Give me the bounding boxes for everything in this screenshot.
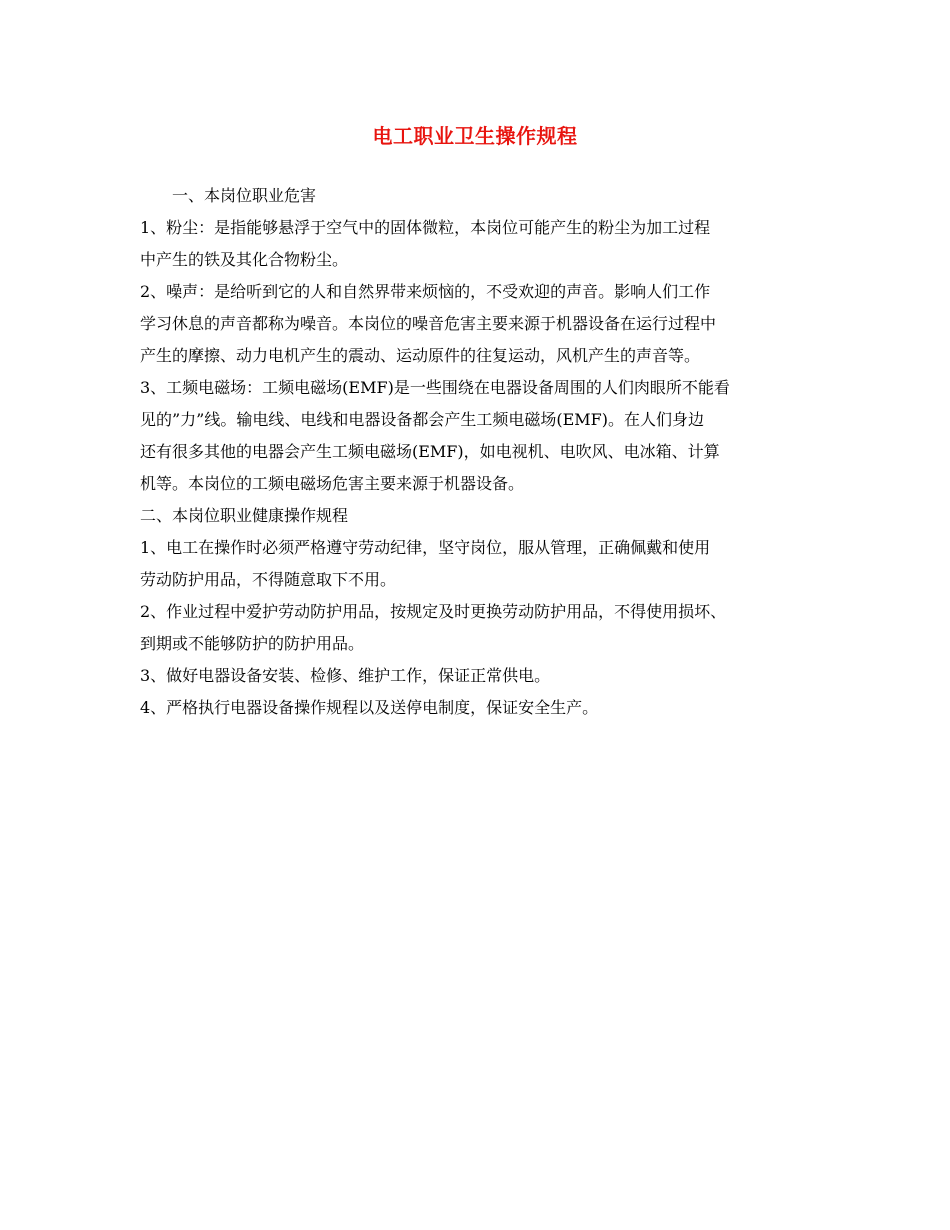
- paragraph-line: 机等。本岗位的工频电磁场危害主要来源于机器设备。: [140, 474, 525, 493]
- paragraph-line: 3、工频电磁场：工频电磁场(EMF)是一些围绕在电器设备周围的人们肉眼所不能看: [140, 378, 730, 397]
- paragraph-line: 还有很多其他的电器会产生工频电磁场(EMF)，如电视机、电吹风、电冰箱、计算: [140, 442, 720, 461]
- document-body: [140, 180, 840, 724]
- paragraph-line: 见的”力”线。输电线、电线和电器设备都会产生工频电磁场(EMF)。在人们身边: [140, 410, 705, 429]
- paragraph-line: 1、电工在操作时必须严格遵守劳动纪律，坚守岗位，服从管理，正确佩戴和使用: [140, 538, 711, 557]
- section-heading-operating-rules: 二、本岗位职业健康操作规程: [140, 506, 349, 525]
- paragraph-line: 产生的摩擦、动力电机产生的震动、运动原件的往复运动，风机产生的声音等。: [140, 346, 701, 365]
- paragraph-line: 劳动防护用品，不得随意取下不用。: [140, 570, 397, 589]
- paragraph-line: 2、噪声：是给听到它的人和自然界带来烦恼的，不受欢迎的声音。影响人们工作: [140, 282, 711, 301]
- paragraph-line: 1、粉尘：是指能够悬浮于空气中的固体微粒，本岗位可能产生的粉尘为加工过程: [140, 218, 711, 237]
- section-heading-hazards: 一、本岗位职业危害: [172, 186, 317, 205]
- document-title: 电工职业卫生操作规程: [372, 124, 578, 148]
- paragraph-line: 3、做好电器设备安装、检修、维护工作，保证正常供电。: [140, 666, 551, 685]
- paragraph-line: 到期或不能够防护的防护用品。: [140, 634, 365, 653]
- paragraph-line: 学习休息的声音都称为噪音。本岗位的噪音危害主要来源于机器设备在运行过程中: [140, 314, 717, 333]
- paragraph-line: 4、严格执行电器设备操作规程以及送停电制度，保证安全生产。: [140, 698, 599, 717]
- paragraph-line: 2、作业过程中爱护劳动防护用品，按规定及时更换劳动防护用品，不得使用损坏、: [140, 602, 727, 621]
- paragraph-line: 中产生的铁及其化合物粉尘。: [140, 250, 349, 269]
